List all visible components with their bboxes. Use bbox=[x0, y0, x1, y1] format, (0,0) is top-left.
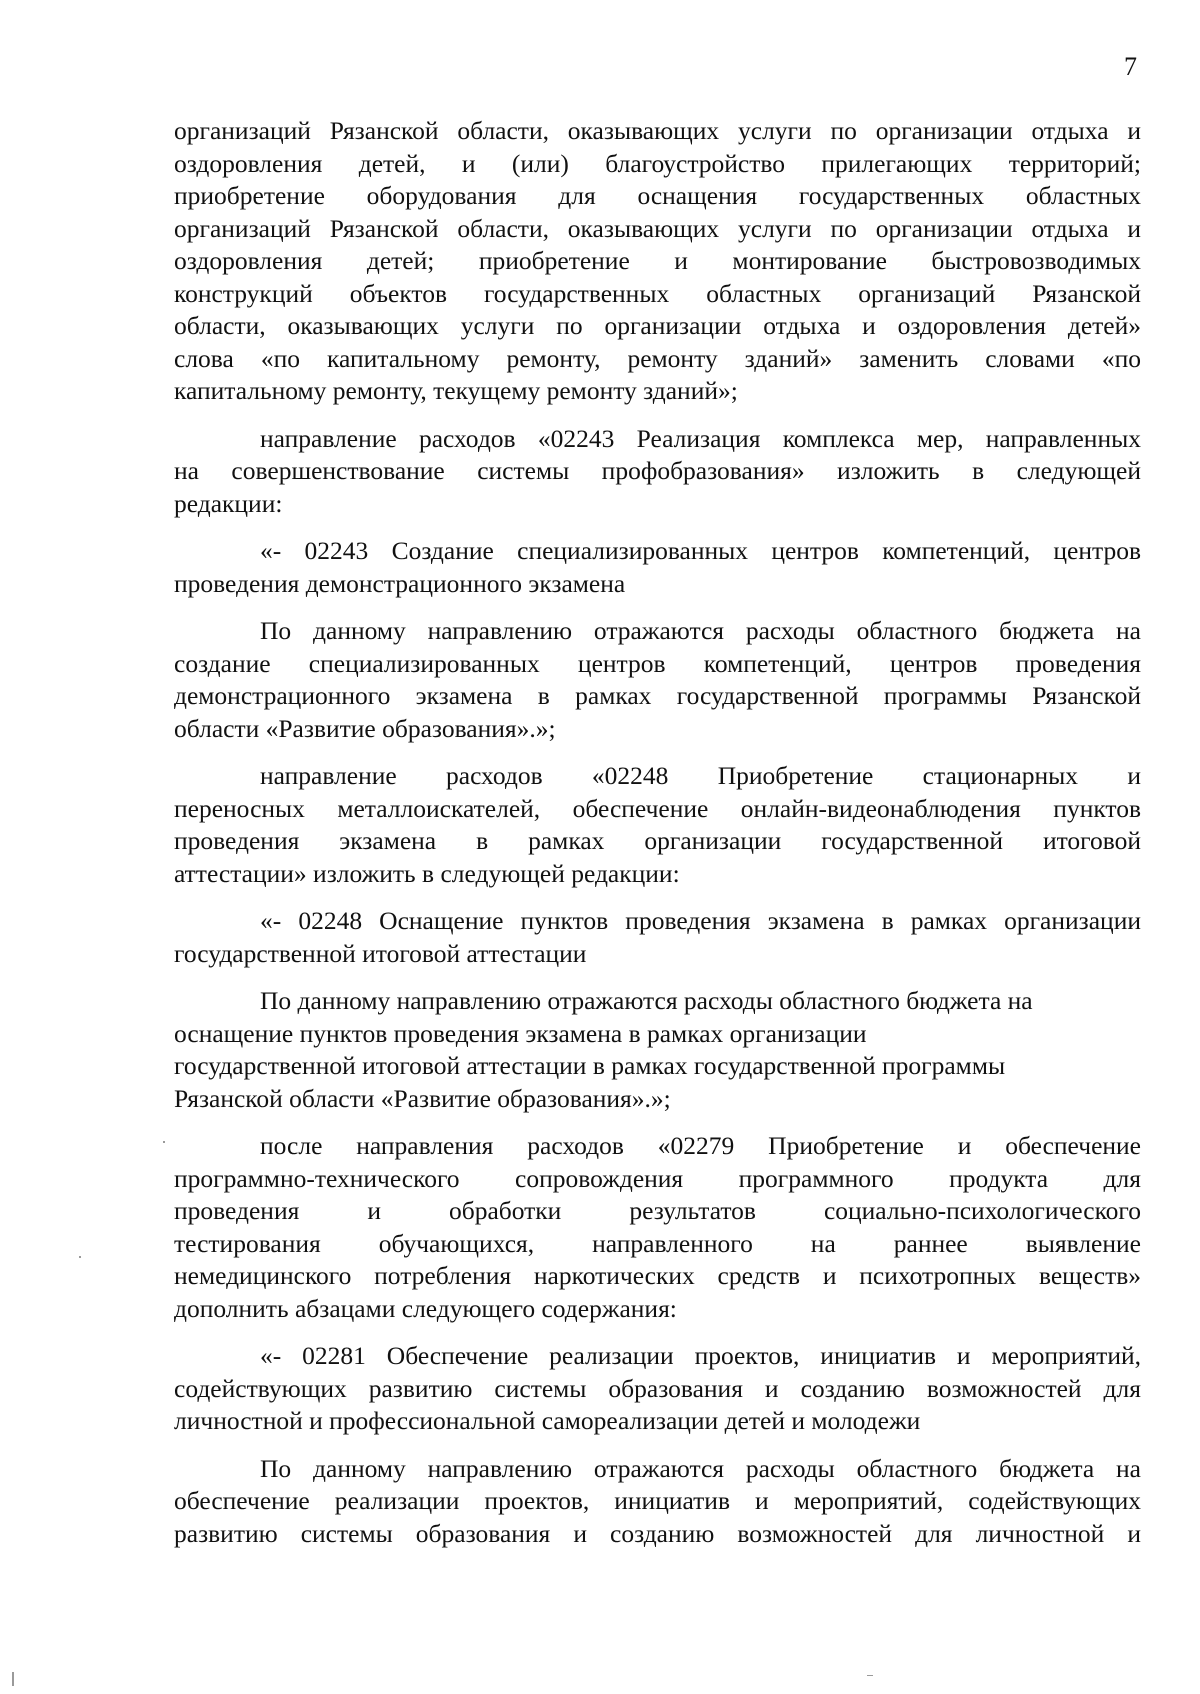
text-line: демонстрационного экзамена в рамках государственной программы Рязанской bbox=[174, 681, 1141, 710]
text-line: программно-технического сопровождения программного продукта для bbox=[174, 1163, 1141, 1193]
text-line: направление расходов «02243 Реализация комплекса мер, направленных bbox=[260, 423, 1141, 453]
text-line: аттестации» изложить в следующей редакции: bbox=[174, 858, 680, 888]
paragraph-new-02281-body bbox=[174, 1453, 1141, 1551]
text-line: создание специализированных центров компетенций, центров проведения bbox=[174, 648, 1141, 678]
text-line: организаций Рязанской области, оказывающих услуги по организации отдыха и bbox=[174, 116, 1141, 145]
text-line: «- 02281 Обеспечение реализации проектов, инициатив и мероприятий, bbox=[260, 1341, 1141, 1370]
paragraph-new-02243-title bbox=[174, 535, 1141, 600]
text-line: тестирования обучающихся, направленного на раннее выявление bbox=[174, 1228, 1141, 1258]
text-line: По данному направлению отражаются расходы областного бюджета на bbox=[260, 1453, 1141, 1483]
scan-speck bbox=[163, 1141, 165, 1143]
paragraph-new-02243-body bbox=[174, 615, 1141, 745]
text-line: конструкций объектов государственных областных организаций Рязанской bbox=[174, 278, 1141, 308]
text-line: По данному направлению отражаются расходы областного бюджета на bbox=[260, 986, 1033, 1015]
text-line: капитальному ремонту, текущему ремонту зданий»; bbox=[174, 376, 738, 405]
paragraph-continuation bbox=[174, 115, 1141, 408]
text-line: По данному направлению отражаются расходы областного бюджета на bbox=[260, 616, 1141, 645]
text-line: «- 02243 Создание специализированных центров компетенций, центров bbox=[260, 536, 1141, 565]
paragraph-new-02281-title bbox=[174, 1340, 1141, 1438]
paragraph-direction-02248 bbox=[174, 760, 1141, 890]
text-line: дополнить абзацами следующего содержания: bbox=[174, 1293, 677, 1323]
text-line: обеспечение реализации проектов, инициатив и мероприятий, содействующих bbox=[174, 1486, 1141, 1515]
text-line: проведения демонстрационного экзамена bbox=[174, 568, 626, 598]
text-line: развитию системы образования и созданию возможностей для личностной и bbox=[174, 1518, 1141, 1548]
text-line: проведения и обработки результатов социально-психологического bbox=[174, 1196, 1141, 1225]
paragraph-direction-02243 bbox=[174, 423, 1141, 521]
text-line: проведения экзамена в рамках организации государственной итоговой bbox=[174, 826, 1141, 855]
text-line: редакции: bbox=[174, 488, 283, 518]
text-line: содействующих развитию системы образования и созданию возможностей для bbox=[174, 1373, 1141, 1403]
page-number: 7 bbox=[1124, 52, 1137, 81]
text-line: области «Развитие образования».»; bbox=[174, 713, 556, 743]
paragraph-new-02248-body bbox=[174, 985, 1141, 1115]
scan-speck bbox=[12, 1672, 14, 1686]
text-line: государственной итоговой аттестации в рамках государственной программы bbox=[174, 1051, 1006, 1080]
text-line: «- 02248 Оснащение пунктов проведения экзамена в рамках организации bbox=[260, 906, 1141, 935]
text-line: личностной и профессиональной самореализации детей и молодежи bbox=[174, 1406, 921, 1435]
text-line: государственной итоговой аттестации bbox=[174, 938, 587, 968]
text-line: направление расходов «02248 Приобретение стационарных и bbox=[260, 761, 1141, 790]
text-line: после направления расходов «02279 Приобретение и обеспечение bbox=[260, 1131, 1141, 1160]
text-line: Рязанской области «Развитие образования».»; bbox=[174, 1083, 671, 1113]
text-line: оздоровления детей; приобретение и монтирование быстровозводимых bbox=[174, 246, 1141, 275]
text-line: немедицинского потребления наркотических средств и психотропных веществ» bbox=[174, 1261, 1141, 1290]
paragraph-after-02279 bbox=[174, 1130, 1141, 1325]
scan-speck bbox=[867, 1675, 873, 1676]
scan-speck bbox=[79, 1256, 81, 1258]
text-line: оснащение пунктов проведения экзамена в рамках организации bbox=[174, 1018, 867, 1048]
document-body bbox=[174, 115, 1141, 1565]
paragraph-new-02248-title bbox=[174, 905, 1141, 970]
text-line: оздоровления детей, и (или) благоустройство прилегающих территорий; bbox=[174, 148, 1141, 178]
text-line: организаций Рязанской области, оказывающих услуги по организации отдыха и bbox=[174, 213, 1141, 243]
text-line: приобретение оборудования для оснащения государственных областных bbox=[174, 181, 1141, 210]
text-line: на совершенствование системы профобразования» изложить в следующей bbox=[174, 456, 1141, 485]
text-line: области, оказывающих услуги по организации отдыха и оздоровления детей» bbox=[174, 311, 1141, 340]
text-line: переносных металлоискателей, обеспечение онлайн-видеонаблюдения пунктов bbox=[174, 793, 1141, 823]
text-line: слова «по капитальному ремонту, ремонту зданий» заменить словами «по bbox=[174, 343, 1141, 373]
